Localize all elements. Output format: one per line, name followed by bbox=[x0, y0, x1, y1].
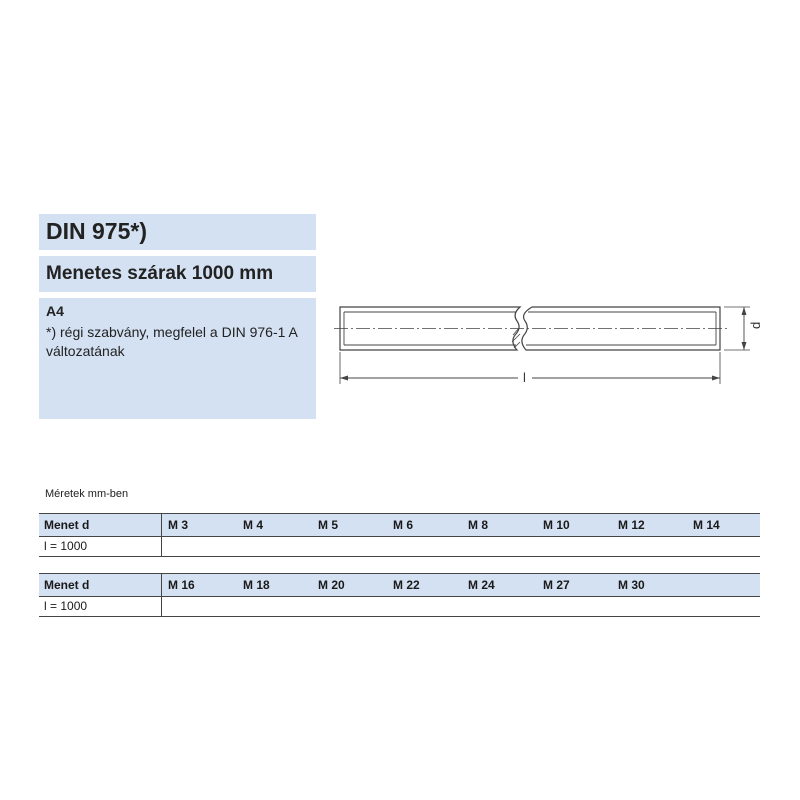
size-cell: M 3 bbox=[168, 518, 189, 532]
table-row bbox=[39, 597, 760, 617]
header-label: Menet d bbox=[44, 578, 90, 592]
column-divider bbox=[161, 574, 162, 596]
size-cell: M 4 bbox=[243, 518, 264, 532]
size-table-1 bbox=[39, 513, 760, 557]
material-label: A4 bbox=[46, 303, 64, 319]
row-label: l = 1000 bbox=[44, 599, 88, 613]
header-label: Menet d bbox=[44, 518, 90, 532]
size-cell: M 8 bbox=[468, 518, 489, 532]
subtitle-panel bbox=[39, 256, 316, 292]
dim-d-arrow-bottom bbox=[742, 342, 747, 350]
dim-d-label: d bbox=[748, 321, 763, 329]
page-title: DIN 975*) bbox=[46, 218, 147, 244]
size-cell: M 6 bbox=[393, 518, 414, 532]
table-row bbox=[39, 537, 760, 557]
size-cell: M 22 bbox=[393, 578, 420, 592]
dim-l-label: l bbox=[523, 370, 526, 385]
table-header-row bbox=[39, 573, 760, 597]
size-cell: M 24 bbox=[468, 578, 495, 592]
size-cell: M 18 bbox=[243, 578, 270, 592]
threaded-rod-drawing bbox=[330, 290, 770, 400]
table-header-row bbox=[39, 513, 760, 537]
size-cell: M 16 bbox=[168, 578, 195, 592]
size-cell: M 20 bbox=[318, 578, 345, 592]
column-divider bbox=[161, 537, 162, 556]
units-note: Méretek mm-ben bbox=[45, 488, 129, 500]
title-panel bbox=[39, 214, 316, 250]
dim-l-arrow-right bbox=[712, 376, 720, 381]
dim-l-arrow-left bbox=[340, 376, 348, 381]
size-cell: M 5 bbox=[318, 518, 339, 532]
column-divider bbox=[161, 597, 162, 616]
size-table-2 bbox=[39, 573, 760, 617]
size-cell: M 12 bbox=[618, 518, 645, 532]
row-label: l = 1000 bbox=[44, 539, 88, 553]
size-cell: M 10 bbox=[543, 518, 570, 532]
info-panel bbox=[39, 298, 316, 419]
column-divider bbox=[161, 514, 162, 536]
size-cell: M 30 bbox=[618, 578, 645, 592]
size-cell: M 27 bbox=[543, 578, 570, 592]
size-cell: M 14 bbox=[693, 518, 720, 532]
page-subtitle: Menetes szárak 1000 mm bbox=[46, 263, 274, 284]
standard-note: *) régi szabvány, megfelel a DIN 976-1 A változatának bbox=[46, 324, 298, 359]
dim-d-arrow-top bbox=[742, 307, 747, 315]
